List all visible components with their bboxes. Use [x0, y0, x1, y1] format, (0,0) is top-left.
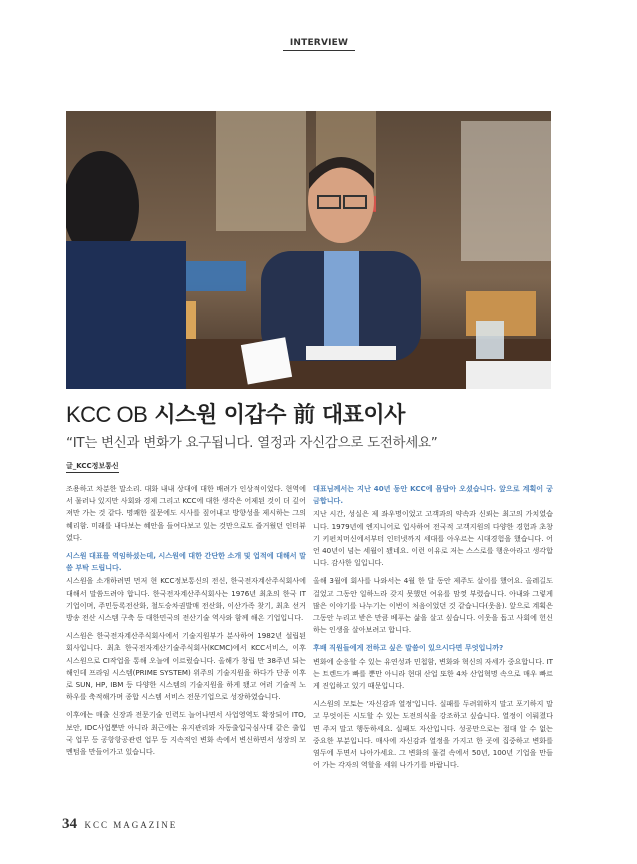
magazine-name: KCC MAGAZINE [84, 820, 178, 830]
subheadline: “IT는 변신과 변화가 요구됩니다. 열정과 자신감으로 도전하세요” [66, 435, 438, 451]
page-footer [62, 816, 177, 833]
headline-prefix: KCC OB [66, 402, 148, 427]
headline-main: 시스원 이갑수 前 대표이사 [154, 403, 405, 428]
question-2: 대표님께서는 지난 40년 동안 KCC에 몸담아 오셨습니다. 앞으로 계획이 궁금합니다. [313, 484, 553, 506]
right-column [313, 483, 553, 777]
answer-paragraph: 변화에 순응할 수 있는 유연성과 민첩함, 변화와 혁신의 자세가 중요합니다. IT는 트렌드가 빠를 뿐만 아니라 현대 산업 또한 4차 산업혁명 속으로 매우 빠르게 진입하고 있기 때문입니다. [313, 656, 553, 691]
answer-paragraph: 시스원은 한국전자계산주식회사에서 기술지원부가 분사하여 1982년 설립된 회사입니다. 최초 한국전자계산기술주식회사(KCMC)에서 KCC서비스, 이후 시스원으로 CI작업을 통해 오늘에 이르렀습니다. 올해가 창립 만 38주년 되는 해인데 프라임 시스템(PRIME SYSTEM) 위주의 기술지원을 하다가 단종 이후로 SUN, HP, IBM 등 다양한 시스템의 기술지원을 하게 됐고 여러 기술적 노하우를 축적해가며 종합 시스템 서비스 전문기업으로 성장하였습니다. [66, 631, 306, 702]
answer-paragraph: 이후에는 매출 신장과 전문기술 인력도 늘어나면서 사업영역도 확장되어 ITO, 보안, IDC사업뿐만 아니라 최근에는 유지관리와 자동출입국심사대 같은 출입국 업무 등 공항항공관련 업무 등 지속적인 변화 속에서 변신하면서 성장의 모멘텀을 만들어가고 있습니다. [66, 710, 306, 757]
answer-paragraph: 시스원의 모토는 '자신감과 열정'입니다. 실패를 두려워하지 말고 포기하지 말고 무엇이든 시도할 수 있는 도전의식을 강조하고 싶습니다. 열정이 이뤄졌다면 주저 말고 행동하세요. 실패도 자산입니다. 성공만으로는 절대 알 수 없는 중요한 부분입니다. 매사에 자신감과 열정을 가지고 한 곳에 집중하고 변화를 염두에 두면서 나아가세요. 그 변화의 물결 속에서 50년, 100년 기업을 만들어 가는 각자의 역할을 세워 나가기를 바랍니다. [313, 699, 553, 770]
answer-paragraph: 지난 시간, 성실은 제 좌우명이었고 고객과의 약속과 신뢰는 최고의 가치였습니다. 1979년에 엔지니어로 입사하여 전국적 고객지원의 다양한 경험과 초창기 키펀치머신에서부터 인터넷까지 세대를 아우르는 시대경험을 했습니다. 어언 40년이 넘는 세월이 됐네요. 이런 이유로 저는 스스로를 행운아라고 생각합니다. 감사한 일입니다. [313, 509, 553, 568]
left-column [66, 483, 306, 764]
answer-paragraph: 올해 3월에 회사를 나와서는 4월 한 달 동안 제주도 살이를 했어요. 올레길도 걸었고 그동안 일하느라 갖지 못했던 여유를 맘껏 부렸습니다. 아내와 그렇게 많은 이야기를 나누기는 이번이 처음이었던 것 같습니다(웃음). 앞으로 계획은 그동안 누리고 받은 만큼 베푸는 삶을 살고 싶습니다. 이웃을 돕고 사회에 헌신하는 인생을 살아보려고 합니다. [313, 576, 553, 635]
answer-paragraph: 시스원을 소개하려면 먼저 현 KCC정보통신의 전신, 한국전자계산주식회사에 대해서 말씀드려야 합니다. 한국전자계산주식회사는 1976년 최초의 한국 IT기업이며, 주민등록전산화, 철도승차권발매 전산화, 이산가족 찾기, 최초 선거방송 전산 시스템 구축 등 대한민국의 전산기술 역사와 함께 해온 기업입니다. [66, 576, 306, 623]
question-3: 후배 직원들에게 전하고 싶은 말씀이 있으시다면 무엇입니까? [313, 643, 504, 653]
page-number: 34 [62, 816, 77, 832]
section-label: INTERVIEW [283, 38, 355, 48]
question-1: 시스원 대표를 역임하셨는데, 시스원에 대한 간단한 소개 및 업적에 대해서 말씀 부탁 드립니다. [66, 551, 306, 573]
interview-photo [66, 111, 551, 389]
headline [66, 398, 566, 429]
byline: 글_KCC정보통신 [66, 462, 119, 470]
intro-paragraph: 조용하고 차분한 말소리. 대화 내내 상대에 대한 배려가 인상적이었다. 현역에서 물러나 있지만 사회와 경제 그리고 KCC에 대한 생각은 어제된 것이 더 깊어져만 가는 것 같다. 명쾌한 질문에도 시사를 짚어내고 방향성을 제시하는 그의 혜리함. 미래를 내다보는 혜안을 들여다보고 있는 것만으로도 즐거웠던 인터뷰였다. [66, 484, 306, 542]
